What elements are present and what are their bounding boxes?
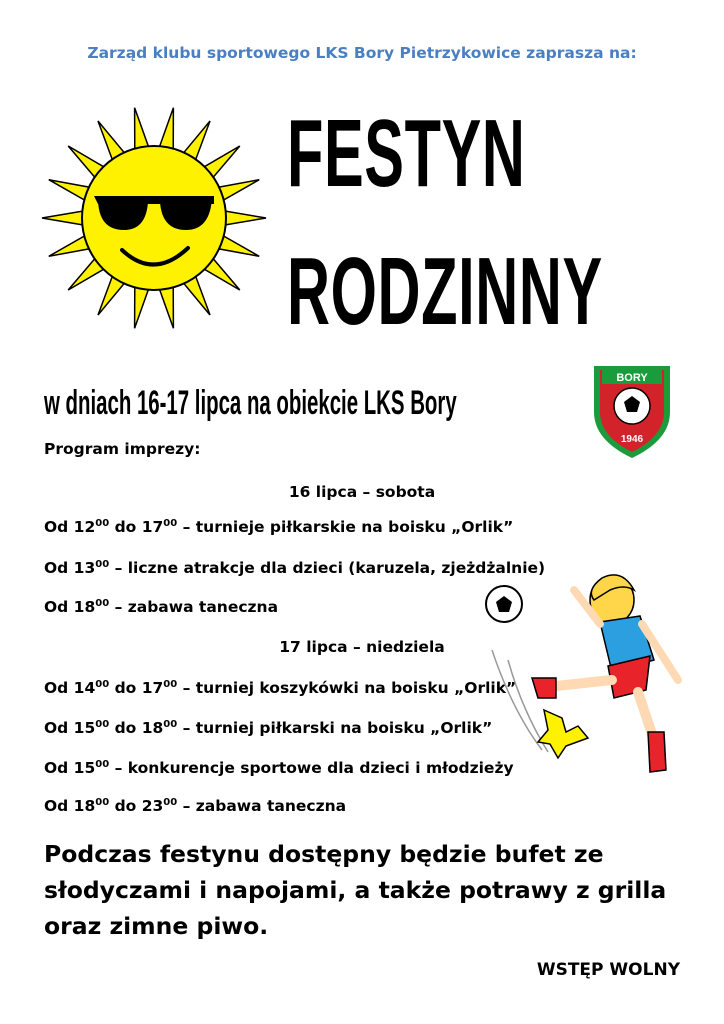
boy-kicking-ball-icon [482, 560, 682, 780]
invitation-header: Zarząd klubu sportowego LKS Bory Pietrzykowice zaprasza na: [87, 44, 637, 62]
logo-year: 1946 [620, 434, 644, 445]
event-dates: w dniach 16-17 lipca na obiekcie LKS Bory [44, 384, 457, 422]
program-item: Od $18^{00}$ do $23^{00}$ – zabawa taneczna [44, 797, 347, 815]
program-item: Od $14^{00}$ do $17^{00}$ – turniej koszykówki na boisku „Orlik” [44, 679, 517, 697]
program-item: Od $12^{00}$ do $17^{00}$ – turnieje piłkarskie na boisku „Orlik” [44, 518, 514, 536]
program-item: Od $18^{00}$ – zabawa taneczna [44, 598, 279, 616]
day-2-heading: 17 lipca – niedziela [279, 638, 445, 656]
title-line-2: RODZINNY [287, 238, 603, 345]
program-item: Od $13^{00}$ – liczne atrakcje dla dzieci (karuzela, zjeżdżalnie) [44, 559, 546, 577]
free-entry-note: WSTĘP WOLNY [536, 960, 680, 980]
club-crest-icon [590, 360, 674, 460]
program-item: Od $15^{00}$ do $18^{00}$ – turniej piłkarski na boisku „Orlik” [44, 719, 493, 737]
program-item: Od $15^{00}$ – konkurencje sportowe dla dzieci i młodzieży [44, 759, 514, 777]
day-1-heading: 16 lipca – sobota [288, 483, 436, 501]
info-paragraph: Podczas festynu dostępny będzie bufet ze słodyczami i napojami, a także potrawy z grilla oraz zimne piwo. [44, 840, 667, 940]
program-label: Program imprezy: [44, 440, 201, 458]
sun-with-sunglasses-icon [38, 100, 270, 332]
title-line-1: FESTYN [287, 100, 526, 207]
logo-name: BORY [616, 372, 648, 384]
